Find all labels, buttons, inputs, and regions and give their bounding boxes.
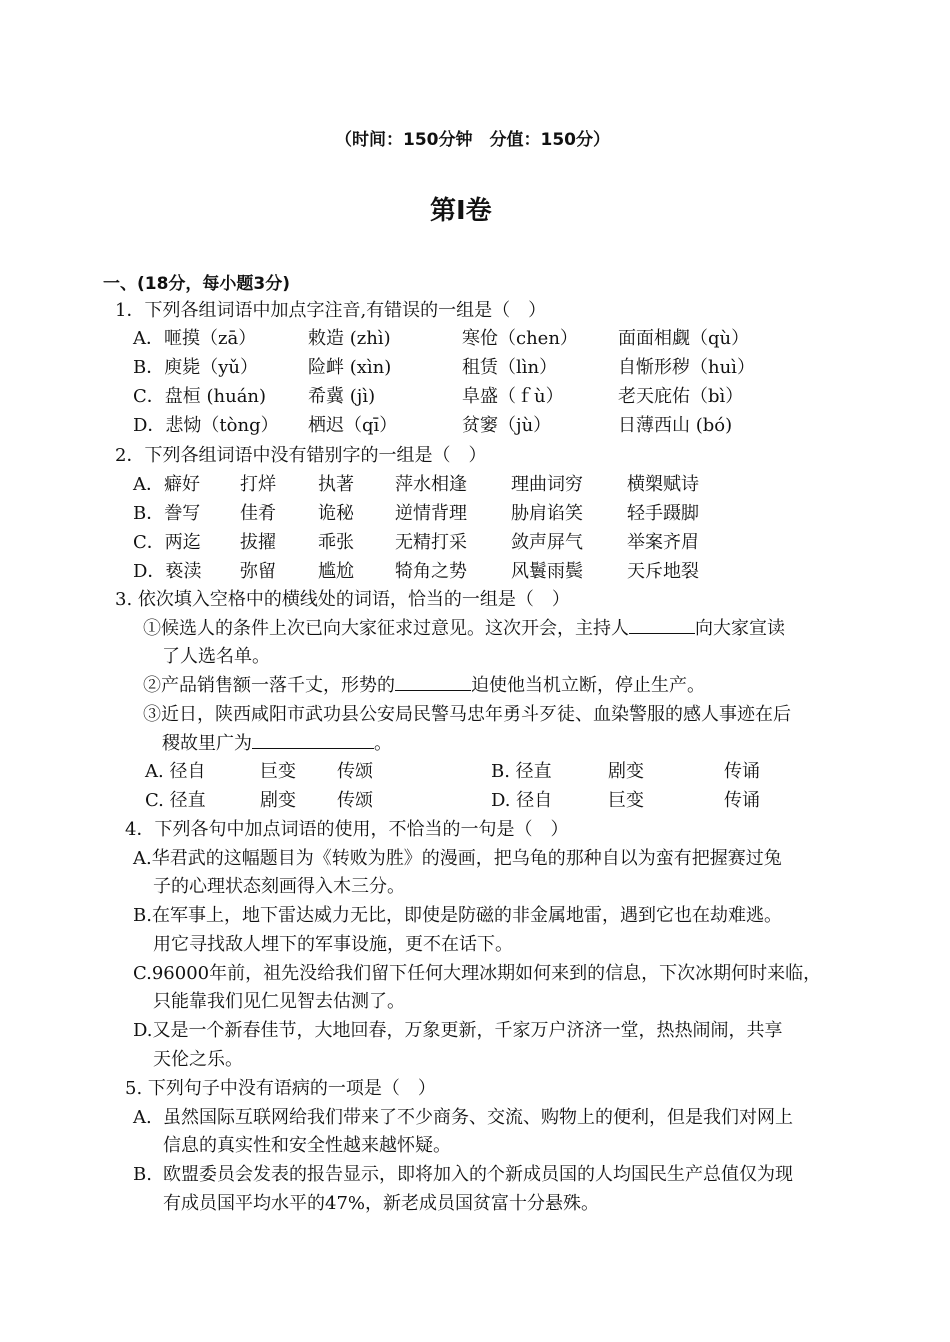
q5-option-b-line-2: 有成员国平均水平的47%，新老成员国贫富十分悬殊。: [163, 1193, 600, 1214]
q1-option: 阜盛（ｆù）: [462, 386, 564, 407]
q2-option: C．两迄: [133, 532, 201, 553]
q1-option: 自惭形秽（huì）: [618, 357, 755, 378]
q2-option: 举案齐眉: [627, 532, 699, 553]
q4-option-c-line-2: 只能靠我们见仁见智去估测了。: [153, 991, 405, 1012]
q3-sentence-2: [143, 674, 705, 698]
q2-option: A．癖好: [133, 474, 200, 495]
q5-option-b-label: B.: [133, 1164, 152, 1185]
question-3-stem: 3. 依次填入空格中的横线处的词语，恰当的一组是（ ）: [115, 589, 570, 610]
q3-sentence-2-part-b: 迫使他当机立断，停止生产。: [471, 675, 705, 696]
q4-option-d-line-2: 天伦之乐。: [153, 1049, 243, 1070]
q5-option-a-label: A.: [133, 1107, 152, 1128]
q2-option: 理曲词穷: [511, 474, 583, 495]
q2-option: 轻手蹑脚: [627, 503, 699, 524]
q1-option: C．盘桓 (huán): [133, 386, 267, 407]
q4-option-a-line-2: 子的心理状态刻画得入木三分。: [153, 876, 405, 897]
exam-time-score: （时间：150分钟 分值：150分）: [335, 130, 610, 150]
q2-option: 横槊赋诗: [627, 474, 699, 495]
q1-option: A．咂摸（zā）: [133, 328, 257, 349]
q4-option-d-line-1: D.又是一个新春佳节，大地回春，万象更新，千家万户济济一堂，热热闹闹，共享: [133, 1020, 783, 1041]
q2-option: 胁肩谄笑: [511, 503, 583, 524]
question-4-stem: 4．下列各句中加点词语的使用，不恰当的一句是（ ）: [125, 819, 569, 840]
q3-blank-1: [629, 617, 695, 634]
question-2-stem: 2．下列各组词语中没有错别字的一组是（ ）: [115, 445, 487, 466]
q3-option: C. 径直: [145, 790, 206, 811]
q2-option: 佳肴: [240, 503, 276, 524]
q2-option: 打烊: [240, 474, 276, 495]
q3-blank-3: [252, 732, 374, 749]
q3-sentence-1-part-a: ①候选人的条件上次已向大家征求过意见。这次开会，主持人: [143, 618, 629, 639]
q3-sentence-1-cont: 了人选名单。: [162, 646, 270, 667]
q3-sentence-3-part-c: 。: [374, 733, 392, 754]
q2-option: 拔擢: [240, 532, 276, 553]
q3-option: B. 径直: [491, 761, 552, 782]
q1-option: 栖迟（qī）: [308, 415, 398, 436]
q2-option: D．亵渎: [133, 561, 202, 582]
q3-option: 传颂: [337, 761, 373, 782]
volume-title: 第Ⅰ卷: [430, 196, 492, 226]
q1-option: 贫窭（jù）: [462, 415, 552, 436]
q3-sentence-3-part-b: 稷故里广为: [162, 733, 252, 754]
q3-option: 剧变: [608, 761, 644, 782]
q3-option: 传颂: [337, 790, 373, 811]
section-heading: 一、(18分，每小题3分): [103, 274, 291, 294]
q3-sentence-3-cont: [162, 732, 392, 756]
q2-option: 萍水相逢: [395, 474, 467, 495]
q3-option: 剧变: [260, 790, 296, 811]
q3-option: 巨变: [608, 790, 644, 811]
q4-option-b-line-1: B.在军事上，地下雷达威力无比，即使是防磁的非金属地雷，遇到它也在劫难逃。: [133, 905, 782, 926]
q2-option: B．誊写: [133, 503, 201, 524]
q3-option: D. 径自: [491, 790, 553, 811]
q3-option: 传诵: [724, 790, 760, 811]
question-1-stem: 1．下列各组词语中加点字注音,有错误的一组是（ ）: [115, 300, 547, 321]
q2-option: 天斥地裂: [627, 561, 699, 582]
q3-option: A. 径自: [145, 761, 206, 782]
q1-option: 希冀 (jì): [308, 386, 376, 407]
q5-option-a-line-1: 虽然国际互联网给我们带来了不少商务、交流、购物上的便利，但是我们对网上: [163, 1107, 793, 1128]
q3-sentence-1-part-b: 向大家宣读: [695, 618, 785, 639]
q2-option: 无精打采: [395, 532, 467, 553]
q1-option: B．庾毙（yǔ）: [133, 357, 258, 378]
question-5-stem: 5. 下列句子中没有语病的一项是（ ）: [125, 1078, 436, 1099]
q3-option: 巨变: [260, 761, 296, 782]
q2-option: 执著: [318, 474, 354, 495]
q3-sentence-1: [143, 617, 785, 641]
q2-option: 乖张: [318, 532, 354, 553]
q3-option: 传诵: [724, 761, 760, 782]
q2-option: 风鬟雨鬓: [511, 561, 583, 582]
q3-sentence-2-part-a: ②产品销售额一落千丈，形势的: [143, 675, 395, 696]
q2-option: 弥留: [240, 561, 276, 582]
q2-option: 尴尬: [318, 561, 354, 582]
q1-option: 寒伧（chen）: [462, 328, 578, 349]
q2-option: 犄角之势: [395, 561, 467, 582]
q1-option: 日薄西山 (bó): [618, 415, 733, 436]
q4-option-a-line-1: A.华君武的这幅题目为《转败为胜》的漫画，把乌龟的那种自以为蛮有把握赛过兔: [133, 848, 782, 869]
q3-sentence-3: ③近日，陕西咸阳市武功县公安局民警马忠年勇斗歹徒、血染警服的感人事迹在后: [143, 704, 791, 725]
q1-option: 面面相觑（qù）: [618, 328, 750, 349]
q1-option: 敕造 (zhì): [308, 328, 391, 349]
q1-option: 租赁（lìn）: [462, 357, 558, 378]
q1-option: 险衅 (xìn): [308, 357, 392, 378]
q2-option: 敛声屏气: [511, 532, 583, 553]
q2-option: 诡秘: [318, 503, 354, 524]
q4-option-c-line-1: C.96000年前，祖先没给我们留下任何大理冰期如何来到的信息，下次冰期何时来临，: [133, 963, 822, 984]
q1-option: 老天庇佑（bì）: [618, 386, 744, 407]
q3-blank-2: [395, 674, 471, 691]
q1-option: D．悲恸（tòng）: [133, 415, 279, 436]
q5-option-b-line-1: 欧盟委员会发表的报告显示，即将加入的个新成员国的人均国民生产总值仅为现: [163, 1164, 793, 1185]
q2-option: 逆情背理: [395, 503, 467, 524]
q4-option-b-line-2: 用它寻找敌人埋下的军事设施，更不在话下。: [153, 934, 513, 955]
q5-option-a-line-2: 信息的真实性和安全性越来越怀疑。: [163, 1135, 451, 1156]
